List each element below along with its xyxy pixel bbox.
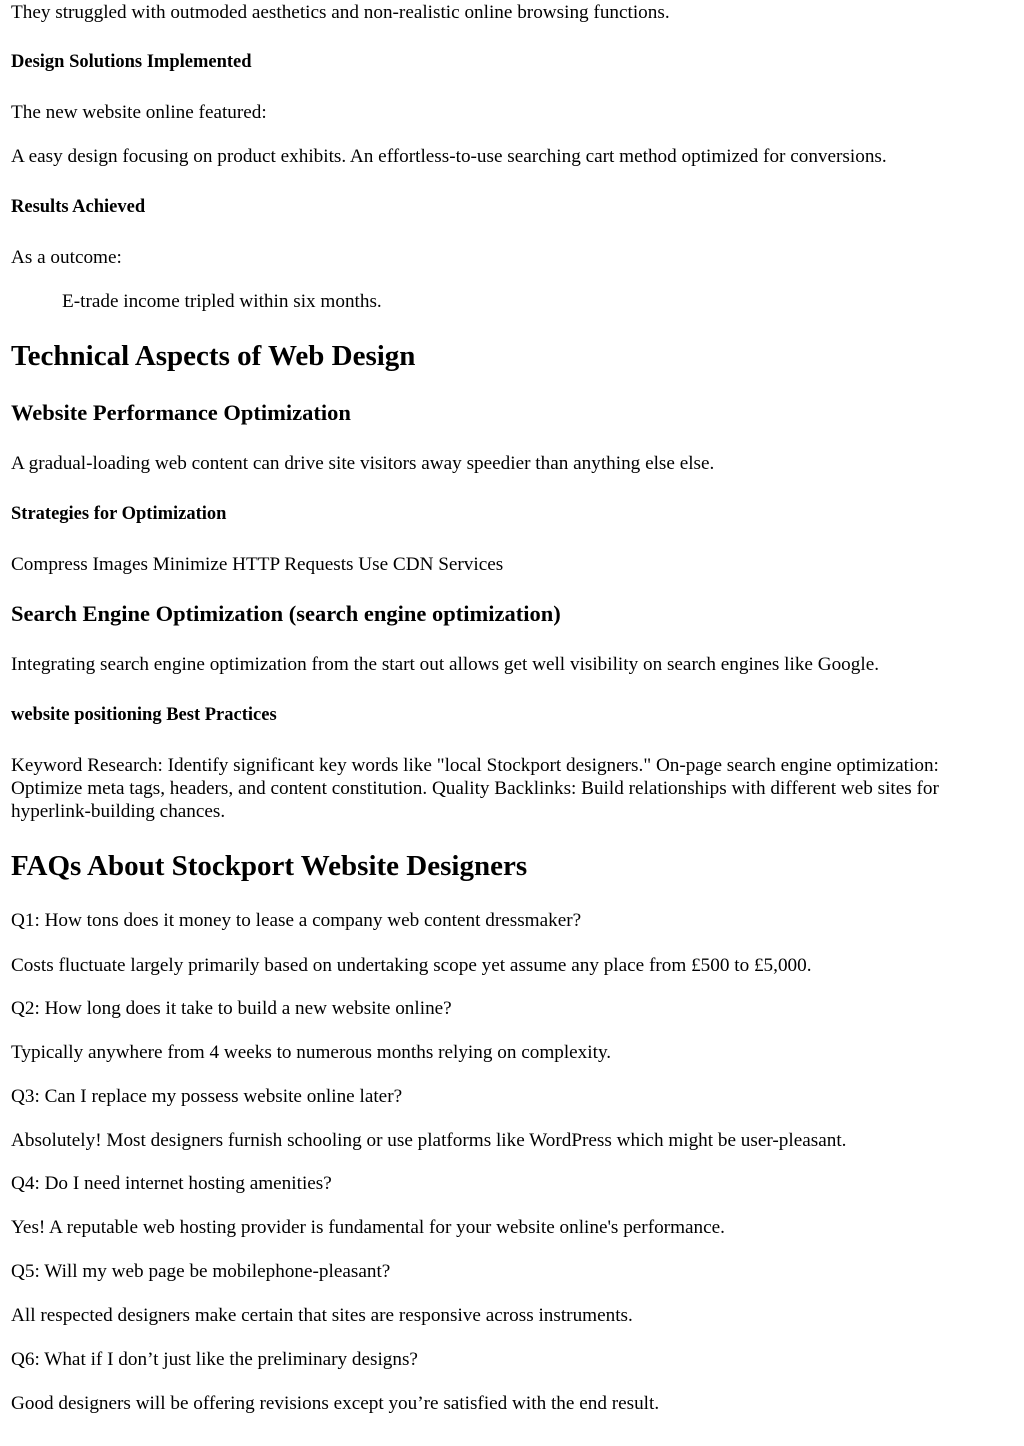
seo-heading: Search Engine Optimization (search engine optimization) [11, 601, 561, 626]
faq-question: Q6: What if I don’t just like the preliminary designs? [11, 1349, 418, 1370]
strategies-heading: Strategies for Optimization [11, 504, 227, 524]
faq-question: Q2: How long does it take to build a new website online? [11, 998, 452, 1019]
design-solutions-lead: The new website online featured: [11, 102, 267, 123]
intro-struggle-paragraph: They struggled with outmoded aesthetics and non-realistic online browsing functions. [11, 2, 670, 23]
strategies-body: Compress Images Minimize HTTP Requests Use CDN Services [11, 554, 504, 575]
design-solutions-body: A easy design focusing on product exhibits. An effortless-to-use searching cart method optimized for conversions. [11, 146, 887, 167]
faq-question: Q3: Can I replace my possess website online later? [11, 1086, 403, 1107]
faq-answer: Yes! A reputable web hosting provider is fundamental for your website online's performance. [11, 1217, 725, 1238]
seo-practices-body: Keyword Research: Identify significant key words like "local Stockport designers." On-page search engine optimization: Optimize meta tags, headers, and content constitution. Quality Backlinks: Build relationships with different web sites for hyperlink-building chances. [11, 755, 939, 822]
performance-heading: Website Performance Optimization [11, 400, 351, 425]
faq-question: Q4: Do I need internet hosting amenities? [11, 1173, 332, 1194]
faq-answer: All respected designers make certain that sites are responsive across instruments. [11, 1305, 633, 1326]
seo-body: Integrating search engine optimization from the start out allows get well visibility on search engines like Google. [11, 654, 880, 675]
seo-practices-heading: website positioning Best Practices [11, 705, 277, 725]
results-item: E-trade income tripled within six months. [62, 291, 382, 312]
faq-answer: Costs fluctuate largely primarily based on undertaking scope yet assume any place from £500 to £5,000. [11, 955, 812, 976]
faq-answer: Absolutely! Most designers furnish schooling or use platforms like WordPress which might be user-pleasant. [11, 1130, 847, 1151]
results-heading: Results Achieved [11, 197, 146, 217]
results-lead: As a outcome: [11, 247, 122, 268]
faqs-heading: FAQs About Stockport Website Designers [11, 850, 528, 882]
design-solutions-heading: Design Solutions Implemented [11, 52, 252, 72]
faq-question: Q1: How tons does it money to lease a company web content dressmaker? [11, 910, 582, 931]
faq-answer: Typically anywhere from 4 weeks to numerous months relying on complexity. [11, 1042, 612, 1063]
faq-answer: Good designers will be offering revisions except you’re satisfied with the end result. [11, 1393, 660, 1414]
faq-question: Q5: Will my web page be mobilephone-pleasant? [11, 1261, 391, 1282]
technical-heading: Technical Aspects of Web Design [11, 340, 416, 372]
performance-body: A gradual-loading web content can drive site visitors away speedier than anything else else. [11, 453, 715, 474]
